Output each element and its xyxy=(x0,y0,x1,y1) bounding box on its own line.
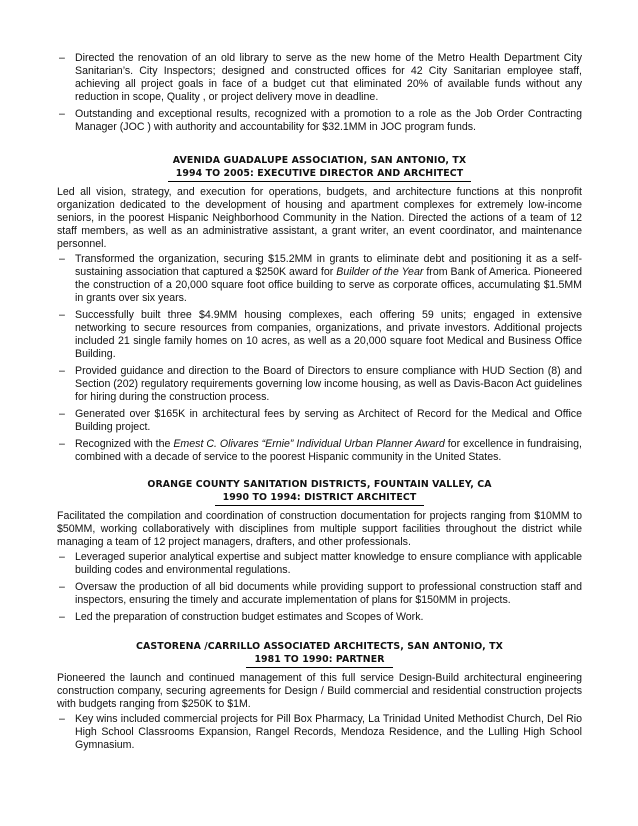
job-header xyxy=(57,154,582,182)
bullet-item: – Directed the renovation of an old library to serve as the new home of the Metro Health Department City Sanitarian’s. City Inspectors; designed and constructed offices for 42 City Sanitarian employee staff, achieving all project goals in face of a budget cut that eliminated 20% of available funds without any reduction in scope, Quality , or project delivery move in deadline. xyxy=(57,52,582,104)
job-orange-county xyxy=(57,478,582,624)
job-summary: Pioneered the launch and continued management of this full service Design-Build architectural engineering construction company, securing agreements for Design / Build commercial and residential construction projects with budgets ranging from $250K to $1M. xyxy=(57,672,582,710)
job-summary: Facilitated the compilation and coordination of construction documentation for projects ranging from $10MM to $50MM, working collaboratively with disciplines from multiple support facilities throughout the district while managing a team of 12 project managers, drafters, and other professionals. xyxy=(57,510,582,548)
job-bullets xyxy=(57,713,582,752)
job-summary: Led all vision, strategy, and execution for operations, budgets, and architecture functions at this nonprofit organization dedicated to the development of housing and apartment complexes for extremely low-income seniors, in the poorest Hispanic Neighborhood Community in the Nation. Directed the actions of a team of 12 staff members, as well as an administrative assistant, a grant writer, an event coordinator, and maintenance personnel. xyxy=(57,186,582,250)
award-name: Emest C. Olivares “Ernie” Individual Urban Planner Award xyxy=(173,438,445,450)
job-organization: ORANGE COUNTY SANITATION DISTRICTS, FOUNTAIN VALLEY, CA xyxy=(147,479,492,490)
job-bullets xyxy=(57,253,582,464)
job-role: 1990 TO 1994: DISTRICT ARCHITECT xyxy=(215,491,425,506)
award-name: Builder of the Year xyxy=(336,266,424,278)
bullet-item: – Outstanding and exceptional results, recognized with a promotion to a role as the Job Order Contracting Manager (JOC ) with authority and accountability for $32.1MM in JOC program funds. xyxy=(57,108,582,134)
job-organization: CASTORENA /CARRILLO ASSOCIATED ARCHITECTS, SAN ANTONIO, TX xyxy=(136,641,503,652)
job-header xyxy=(57,640,582,668)
bullet-item: – Led the preparation of construction budget estimates and Scopes of Work. xyxy=(57,611,582,624)
job-header xyxy=(57,478,582,506)
bullet-item: – Recognized with the Emest C. Olivares “Ernie” Individual Urban Planner Award for excellence in fundraising, combined with a decade of service to the poorest Hispanic community in the United States. xyxy=(57,438,582,464)
job-bullets xyxy=(57,551,582,624)
bullet-item: – Oversaw the production of all bid documents while providing support to professional construction staff and inspectors, ensuring the timely and accurate implementation of plans for $150MM in projects. xyxy=(57,581,582,607)
bullet-item: – Provided guidance and direction to the Board of Directors to ensure compliance with HUD Section (8) and Section (202) regulatory requirements governing low income housing, as well as Davis-Bacon Act guidelines for hiring during the construction process. xyxy=(57,365,582,404)
bullet-item: – Key wins included commercial projects for Pill Box Pharmacy, La Trinidad United Methodist Church, Del Rio High School Classrooms Expansion, Rangel Records, Mendoza Residence, and the Lulling High School Gymnasium. xyxy=(57,713,582,752)
bullet-item: – Successfully built three $4.9MM housing complexes, each offering 59 units; engaged in extensive networking to secure resources from companies, organizations, and private investors. Additional projects included 21 single family homes on 10 acres, as well as a 20,000 square foot Medical and Business Office Building. xyxy=(57,309,582,361)
bullet-item: – Leveraged superior analytical expertise and subject matter knowledge to ensure compliance with applicable building codes and environmental regulations. xyxy=(57,551,582,577)
job-castorena-carrillo xyxy=(57,640,582,752)
job-avenida-guadalupe xyxy=(57,154,582,464)
job-role: 1981 TO 1990: PARTNER xyxy=(246,653,392,668)
job-organization: AVENIDA GUADALUPE ASSOCIATION, SAN ANTONIO, TX xyxy=(172,155,467,166)
job-role: 1994 TO 2005: EXECUTIVE DIRECTOR AND ARCHITECT xyxy=(168,167,472,182)
bullet-item: – Transformed the organization, securing $15.2MM in grants to eliminate debt and positioning it as a self-sustaining association that captured a $250K award for Builder of the Year from Bank of America. Pioneered the construction of a 20,000 square foot office building to serve as corporate offices, accumulating $1.5MM in grants over six years. xyxy=(57,253,582,305)
bullet-item: – Generated over $165K in architectural fees by serving as Architect of Record for the Medical and Office Building project. xyxy=(57,408,582,434)
previous-role-bullets xyxy=(57,52,582,134)
